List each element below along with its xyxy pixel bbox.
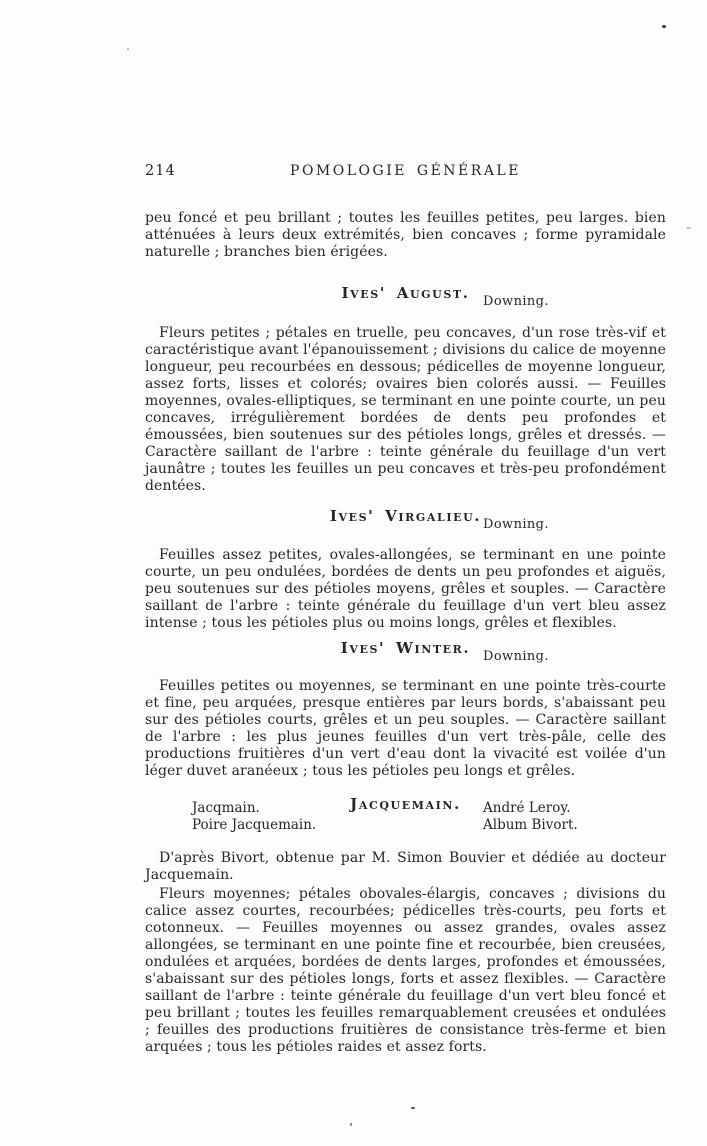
section-body-ives-winter: Feuilles petites ou moyennes, se terminant en une pointe très-courte et fine, peu arquées, presque entières par leurs bords, s'abaissant peu sur des pétioles courts, grêles et un peu souples. — Caractère saillant de l'arbre : les plus jeunes feuilles d'un vert très-pâle, celle des productions fruitières d'un vert d'eau dont la vivacité est voilée d'un léger duvet aranéeux ; tous les pétioles peu longs et grêles. [145,678,666,779]
section-heading-ives-winter: Ives' Winter. [340,639,471,658]
continuation-paragraph: peu foncé et peu brillant ; toutes les feuilles petites, peu larges. bien atténuées à leurs deux extrémités, bien concaves ; forme pyramidale naturelle ; branches bien érigées. [145,210,666,260]
jacquemain-origin-paragraph: D'après Bivort, obtenue par M. Simon Bouvier et dédiée au docteur Jacquemain. [145,850,666,883]
text-column [145,0,666,1146]
synonym-source: Album Bivort. [483,817,578,833]
ink-speck [411,1107,415,1109]
synonym-name: Poire Jacquemain. [192,817,317,833]
page-number: 214 [145,163,176,179]
running-title: POMOLOGIE GÉNÉRALE [290,163,521,179]
section-body-ives-virgalieu: Feuilles assez petites, ovales-allongées, se terminant en une pointe courte, un peu ondulées, bordées de dents un peu profondes et aiguës, peu soutenues sur des pétioles moyens, grêles et souples. — Caractère saillant de l'arbre : teinte générale du feuillage d'un vert bleu assez intense ; tous les pétioles plus ou moins longs, grêles et flexibles. [145,547,666,631]
attribution-ives-virgalieu: Downing. [483,517,549,532]
ink-speck [127,48,129,50]
synonym-source: André Leroy. [483,800,571,816]
section-heading-ives-august: Ives' August. [341,284,470,303]
ink-speck [686,227,691,229]
attribution-ives-august: Downing. [483,294,549,309]
running-head [145,163,666,181]
ink-speck [350,1123,352,1126]
jacquemain-body-paragraph: Fleurs moyennes; pétales obovales-élargis, concaves ; divisions du calice assez courtes, recourbées; pédicelles très-courts, peu forts et cotonneux. — Feuilles moyennes ou assez grandes, ovales assez allongées, se terminant en une pointe fine et recourbée, bien creusées, ondulées et arquées, bordées de dents larges, profondes et émoussées, s'abaissant sur des pétioles longs, forts et assez flexibles. — Caractère saillant de l'arbre : teinte générale du feuillage d'un vert bleu foncé et peu brillant ; toutes les feuilles remarquablement creusées et ondulées ; feuilles des productions fruitières de consistance très-ferme et bien arquées ; tous les pétioles raides et assez forts. [145,886,666,1055]
synonym-name: Jacqmain. [192,800,260,816]
section-heading-ives-virgalieu: Ives' Virgalieu. [329,507,482,526]
synonym-row [145,800,666,817]
ink-speck [662,25,666,28]
section-body-ives-august: Fleurs petites ; pétales en truelle, peu concaves, d'un rose très-vif et caractéristique avant l'épanouissement ; divisions du calice de moyenne longueur, peu recourbées en dessous; pédicelles de moyenne longueur, assez forts, lisses et colorés; ovaires bien colorés aussi. — Feuilles moyennes, ovales-elliptiques, se terminant en une pointe courte, un peu concaves, irrégulièrement bordées de dents peu profondes et émoussées, bien soutenues sur des pétioles longs, grêles et dressés. — Caractère saillant de l'arbre : teinte générale du feuillage d'un vert jaunâtre ; toutes les feuilles un peu concaves et très-peu profondément dentées. [145,325,666,494]
synonym-row [145,817,666,834]
section-heading-jacquemain: Jacquemain. [350,795,461,814]
attribution-ives-winter: Downing. [483,649,549,664]
